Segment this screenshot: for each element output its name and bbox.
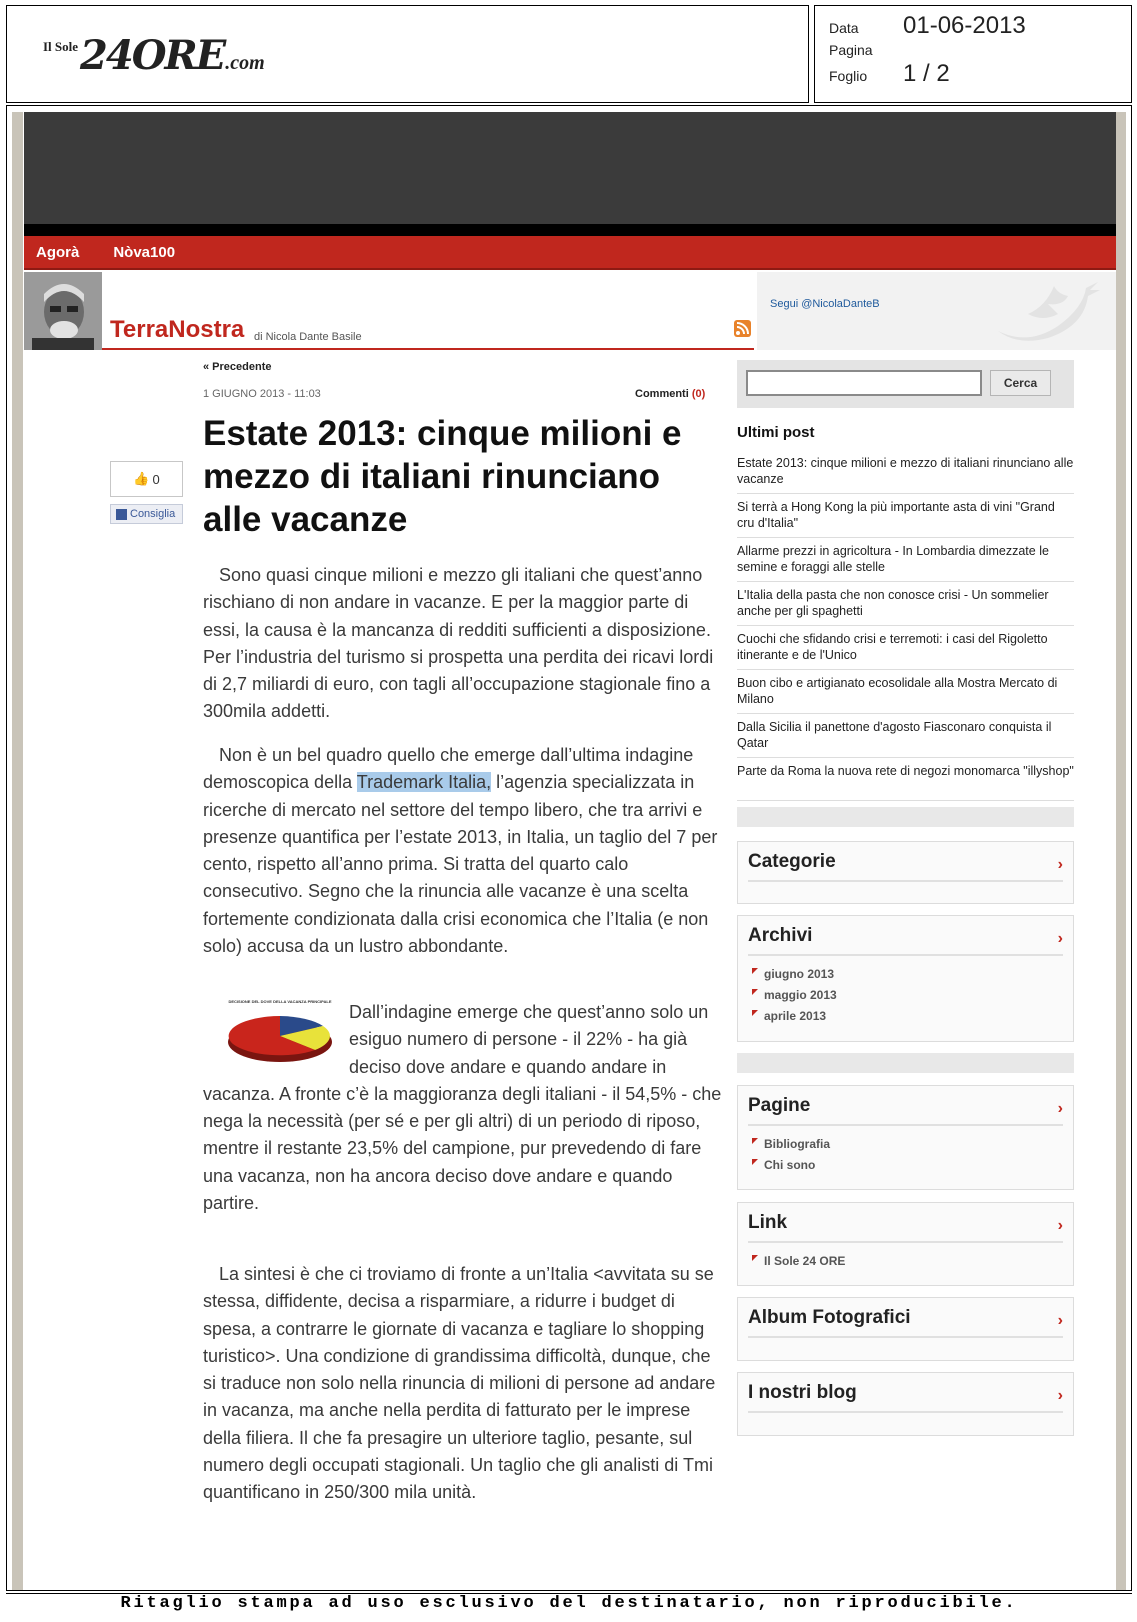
archive-item[interactable]: [752, 964, 1063, 985]
page-frame: [6, 105, 1132, 1591]
chevron-right-icon: ›: [1057, 1387, 1063, 1404]
logo-24ore: 24ORE: [80, 32, 225, 79]
logo-box: [6, 5, 809, 103]
meta-pagina-label: Pagina: [829, 42, 873, 58]
widget-categorie-title: Categorie: [748, 851, 836, 872]
nav-item-agora[interactable]: Agorà: [36, 243, 80, 261]
article-paragraph-4: [203, 1261, 723, 1507]
twitter-follow-link[interactable]: Segui @NicolaDanteB: [770, 298, 880, 310]
comments-count: (0): [691, 388, 706, 400]
recent-post-item[interactable]: Parte da Roma la nuova rete di negozi monomarca "illyshop": [737, 758, 1074, 801]
meta-foglio-value: 1 / 2: [903, 60, 950, 87]
paragraph-2-text: [203, 742, 723, 960]
chevron-right-icon: ›: [1057, 1100, 1063, 1117]
gutter-left: [12, 112, 23, 1590]
chevron-right-icon: ›: [1057, 1312, 1063, 1329]
widget-pagine-title: Pagine: [748, 1095, 811, 1116]
article-paragraph-3: [203, 999, 723, 1217]
chevron-right-icon: ›: [1057, 930, 1063, 947]
like-count: 0: [152, 471, 160, 487]
post-title: Estate 2013: cinque milioni e mezzo di italiani rinunciano alle vacanze: [203, 414, 682, 539]
paragraph-3-text: [203, 999, 723, 1217]
recent-post-item[interactable]: L'Italia della pasta che non conosce crisi - Un sommelier anche per gli spaghetti: [737, 582, 1074, 626]
facebook-like-button[interactable]: [110, 504, 183, 524]
meta-foglio-row: [829, 60, 950, 88]
clipping-footer-note: Ritaglio stampa ad uso esclusivo del destinatario, non riproducibile.: [6, 1593, 1132, 1617]
bullet-triangle-icon: [752, 1010, 758, 1016]
recent-post-item[interactable]: Si terrà a Hong Kong la più importante asta di vini "Grand cru d'Italia": [737, 494, 1074, 538]
widget-archivi-header[interactable]: [748, 916, 1063, 956]
blog-title[interactable]: TerraNostra: [110, 316, 245, 343]
sidebar-search: [737, 360, 1074, 408]
logo-com: .com: [225, 52, 265, 74]
recent-posts-title: Ultimi post: [737, 424, 815, 441]
paragraph-3-body: Dall’indagine emerge che quest’anno solo un esiguo numero di persone - il 22% - ha già deciso dove andare e quando andare in vacanza. A fronte c’è la maggioranza degli italiani - il 54,5% - che nega la necessità (per sé e per gli altri) di un periodo di riposo, mentre il restante 23,5% del campione, pur prevedendo di fare una vacanza, non ha ancora deciso dove andare e quando partire.: [203, 1002, 722, 1214]
widget-archivi-title: Archivi: [748, 925, 813, 946]
recent-post-item[interactable]: Allarme prezzi in agricoltura - In Lombardia dimezzate le semine e foraggi alle stelle: [737, 538, 1074, 582]
article-paragraph-1: [203, 562, 723, 726]
widget-categorie-header[interactable]: [748, 842, 1063, 882]
article-paragraph-2: [203, 742, 723, 960]
blog-header: [24, 272, 754, 350]
widget-pagine: [737, 1085, 1074, 1190]
archive-item[interactable]: [752, 1006, 1063, 1027]
meta-data-value: 01-06-2013: [903, 12, 1026, 39]
twitter-box: [757, 272, 1116, 350]
trademark-italia-link[interactable]: Trademark Italia,: [356, 772, 492, 793]
link-item-label: Il Sole 24 ORE: [764, 1254, 846, 1268]
recent-posts-list: [737, 450, 1074, 801]
paragraph-4-text: La sintesi è che ci troviamo di fronte a un’Italia <avvitata su se stessa, diffidente, decisa a risparmiare, a ridurre i budget di spesa, a contrarre le giornate di vacanza e tagliare lo shopping turistico>. Una condizione di grandissima difficoltà, dunque, che si traduce non solo nella rinuncia di milioni di persone ad andare in vacanza, ma anche nella perdita di fatturato per le imprese della filiera. Il che fa presagire un ulteriore taglio, pesante, sul numero degli occupati stagionali. Un taglio che gli analisti di Tmi quantificano in 250/300 mila unità.: [203, 1264, 716, 1503]
comments-link[interactable]: [635, 388, 705, 400]
link-list: [738, 1243, 1073, 1280]
paragraph-2-before: Non è un bel quadro quello che emerge dall’ultima indagine demoscopica della: [203, 745, 694, 793]
archive-item[interactable]: [752, 985, 1063, 1006]
search-button[interactable]: Cerca: [990, 370, 1051, 396]
widget-pagine-header[interactable]: [748, 1086, 1063, 1126]
clipping-meta: [814, 5, 1132, 103]
bullet-triangle-icon: [752, 1138, 758, 1144]
sidebar-divider: [737, 1053, 1074, 1073]
chevron-right-icon: ›: [1057, 856, 1063, 873]
recent-post-item[interactable]: Cuochi che sfidando crisi e terremoti: i casi del Rigoletto itinerante e de l'Unico: [737, 626, 1074, 670]
widget-link-title: Link: [748, 1212, 788, 1233]
sidebar-divider: [737, 807, 1074, 827]
widget-album: [737, 1297, 1074, 1361]
bullet-triangle-icon: [752, 1159, 758, 1165]
pagine-list: [738, 1126, 1073, 1184]
post-date: 1 GIUGNO 2013 - 11:03: [203, 388, 321, 400]
top-banner: [24, 112, 1116, 236]
gutter-right: [1116, 112, 1126, 1590]
page-item[interactable]: [752, 1134, 1063, 1155]
meta-foglio-label: Foglio: [829, 68, 868, 84]
chart-thumbnail-caption: DECISIONE DEL DOVE DELLA VACANZA PRINCIPALE: [228, 999, 332, 1004]
meta-pagina-row: [829, 42, 903, 58]
search-input[interactable]: [746, 370, 982, 396]
widget-archivi: [737, 915, 1074, 1042]
bullet-triangle-icon: [752, 968, 758, 974]
like-count-box: [110, 461, 183, 497]
paragraph-1-text: Sono quasi cinque milioni e mezzo gli italiani che quest’anno rischiano di non andare in vacanze. E per la maggior parte di essi, la causa è la mancanza di redditi sufficienti a disposizione. Per l’industria del turismo si prospetta una perdita dei ricavi lordi di 2,7 miliardi di euro, con tagli all’occupazione stagionale fino a 300mila addetti.: [203, 565, 714, 722]
thumbs-up-icon: 👍: [133, 471, 150, 486]
author-avatar: [24, 272, 102, 350]
recent-post-item[interactable]: Buon cibo e artigianato ecosolidale alla Mostra Mercato di Milano: [737, 670, 1074, 714]
archive-item-label: maggio 2013: [764, 988, 837, 1002]
archive-item-label: giugno 2013: [764, 967, 835, 981]
previous-post-link[interactable]: « Precedente: [203, 361, 272, 373]
chart-float-spacer: [203, 999, 349, 1079]
rss-icon[interactable]: [734, 320, 751, 337]
bullet-triangle-icon: [752, 989, 758, 995]
comments-label: Commenti: [635, 388, 689, 400]
link-item[interactable]: [752, 1251, 1063, 1272]
archive-item-label: aprile 2013: [764, 1009, 827, 1023]
meta-data-label: Data: [829, 20, 859, 36]
widget-album-title: Album Fotografici: [748, 1307, 911, 1328]
nav-item-nova100[interactable]: Nòva100: [113, 243, 176, 261]
bullet-triangle-icon: [752, 1255, 758, 1261]
logo-il-sole: Il Sole: [43, 39, 79, 54]
main-nav: [24, 236, 1116, 270]
chevron-right-icon: ›: [1057, 1217, 1063, 1234]
clipping-header: [6, 5, 1132, 103]
widget-album-header[interactable]: [748, 1298, 1063, 1338]
paragraph-2-after: l’agenzia specializzata in ricerche di mercato nel settore del tempo libero, che tra arrivi e presenze quantifica per l’estate 2013, in Italia, un taglio del 7 per cento, rispetto all’anno prima. Si tratta del quarto calo consecutivo. Segno che la rinuncia alle vacanze è una scelta fortemente condizionata dalla crisi economica che l’Italia (e non solo) accusa da un lustro abbondante.: [203, 772, 718, 957]
facebook-like-label: Consiglia: [130, 508, 176, 520]
widget-nostri-blog-title: I nostri blog: [748, 1382, 857, 1403]
twitter-bird-icon: [988, 276, 1108, 346]
widget-nostri-blog-header[interactable]: [748, 1373, 1063, 1413]
facebook-icon: [116, 509, 127, 520]
page-item-label: Bibliografia: [764, 1137, 831, 1151]
page-item[interactable]: [752, 1155, 1063, 1176]
widget-nostri-blog: [737, 1372, 1074, 1436]
page-item-label: Chi sono: [764, 1158, 816, 1172]
meta-data-row: [829, 12, 1026, 40]
widget-link: [737, 1202, 1074, 1286]
widget-categorie: [737, 841, 1074, 904]
archivi-list: [738, 956, 1073, 1035]
blog-byline: di Nicola Dante Basile: [254, 331, 362, 343]
sole24ore-logo: [43, 32, 265, 79]
recent-post-item[interactable]: Estate 2013: cinque milioni e mezzo di italiani rinunciano alle vacanze: [737, 450, 1074, 494]
recent-post-item[interactable]: Dalla Sicilia il panettone d'agosto Fiasconaro conquista il Qatar: [737, 714, 1074, 758]
widget-link-header[interactable]: [748, 1203, 1063, 1243]
